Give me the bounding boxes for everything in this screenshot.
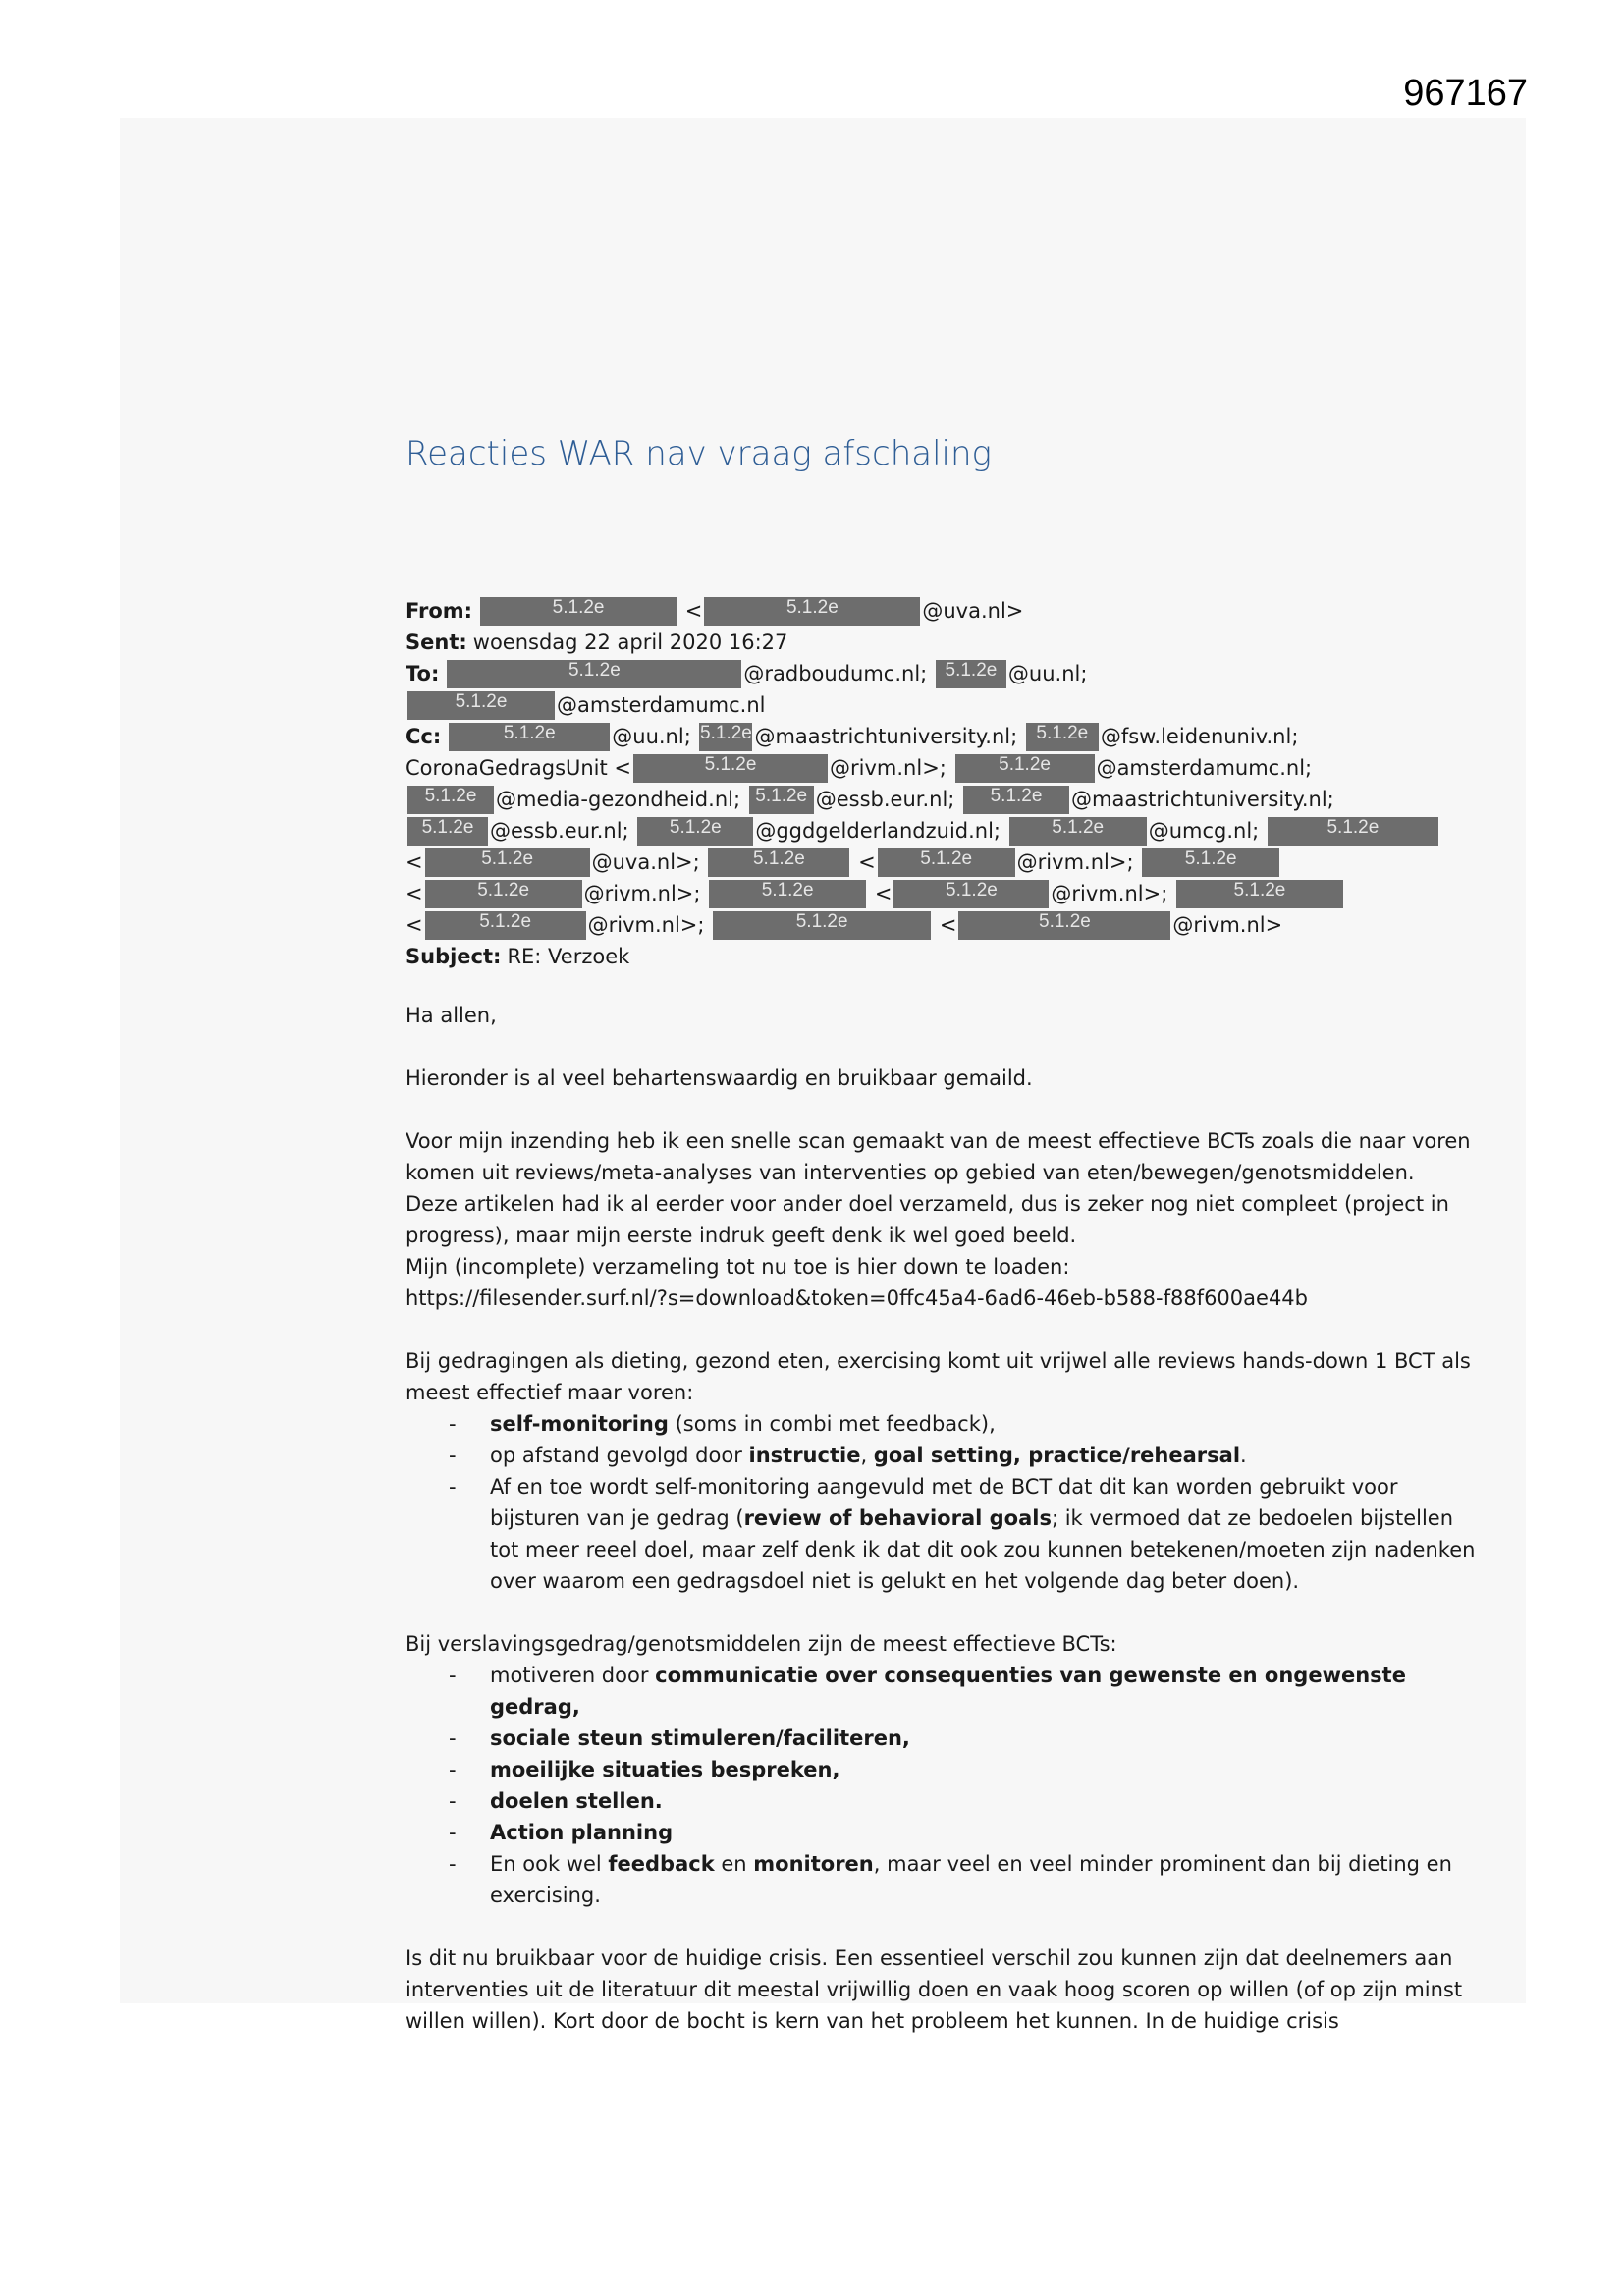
list-item [406,1785,1486,1817]
redaction-box: 5.1.2e [637,817,753,846]
header-line-cc1 [406,721,1486,752]
paragraph-scan: Voor mijn inzending heb ik een snelle scan gemaakt van de meest effectieve BCTs zoals die naar voren komen uit reviews/meta-analyses van interventies op gebied van eten/bewegen/genotsmiddelen. [406,1129,1471,1184]
bold-text: communicatie over consequenties van gewenste en ongewenste gedrag, [490,1664,1406,1719]
list-item [406,1440,1486,1471]
redaction-box: 5.1.2e [480,597,677,626]
header-text: @maastrichtuniversity.nl; [754,725,1024,748]
header-text: woensdag 22 april 2020 16:27 [472,630,788,654]
list-item [406,1848,1486,1911]
greeting: Ha allen, [406,1004,497,1027]
header-text: @fsw.leidenuniv.nl; [1100,725,1299,748]
header-text: @rivm.nl> [1172,913,1283,937]
bold-text: sociale steun stimuleren/faciliteren, [490,1726,910,1750]
bold-text: feedback [608,1852,715,1876]
header-text: < [406,913,423,937]
bold-text: moeilijke situaties bespreken, [490,1758,840,1781]
list-item [406,1471,1486,1597]
bold-text: doelen stellen. [490,1789,663,1813]
redaction-box: 5.1.2e [963,786,1069,814]
list-text: (soms in combi met feedback), [668,1412,996,1436]
header-text: @rivm.nl>; [1016,850,1141,874]
redaction-box: 5.1.2e [893,880,1049,908]
redaction-box: 5.1.2e [955,754,1095,783]
header-text: CoronaGedragsUnit < [406,756,632,780]
bold-text: Action planning [490,1821,674,1844]
header-text: @essb.eur.nl; [490,819,636,843]
paragraph-intro: Hieronder is al veel behartenswaardig en bruikbaar gemaild. [406,1066,1033,1090]
header-text: < [868,882,893,905]
list-text: . [1240,1444,1247,1467]
header-line-cc3 [406,784,1486,815]
header-text: @radboudumc.nl; [743,662,934,685]
header-text: @ggdgelderlandzuid.nl; [755,819,1007,843]
header-text: @uva.nl>; [591,850,707,874]
redaction-box: 5.1.2e [749,786,814,814]
list-text: motiveren door [490,1664,656,1687]
header-line-subject [406,941,1486,972]
header-text: @uu.nl; [1007,662,1088,685]
bold-text: monitoren [753,1852,874,1876]
paragraph-dieting: Bij gedragingen als dieting, gezond eten, exercising komt uit vrijwel alle reviews hands-down 1 BCT als meest effectief maar voren: [406,1349,1471,1404]
redaction-box: 5.1.2e [407,817,488,846]
header-label: Subject: [406,945,502,968]
header-label: Sent: [406,630,467,654]
redaction-box: 5.1.2e [708,848,849,877]
bold-text: self-monitoring [490,1412,669,1436]
header-text: @essb.eur.nl; [815,788,962,811]
list-item [406,1722,1486,1754]
list-item [406,1660,1486,1722]
redaction-box: 5.1.2e [447,660,741,688]
list-text: Af en toe wordt self-monitoring aangevuld met de BCT dat dit kan worden gebruikt voor bijsturen van je gedrag ( [490,1475,1398,1530]
header-text: @rivm.nl>; [1051,882,1174,905]
header-text: < [933,913,957,937]
header-text: @rivm.nl>; [830,756,953,780]
document-title: Reacties WAR nav vraag afschaling [406,434,992,473]
header-text: @amsterdamumc.nl [557,693,766,717]
header-line-cc6 [406,878,1486,909]
redaction-box: 5.1.2e [936,660,1006,688]
header-text: RE: Verzoek [507,945,630,968]
email-header [406,595,1486,972]
header-text: @rivm.nl>; [583,882,708,905]
header-line-to2 [406,689,1486,721]
list-text: , maar veel en veel minder prominent dan bij dieting en exercising. [490,1852,1452,1907]
download-link[interactable]: https://filesender.surf.nl/?s=download&token=0ffc45a4-6ad6-46eb-b588-f88f600ae44b [406,1286,1308,1310]
bold-text: review of behavioral goals [743,1506,1052,1530]
header-text: @media-gezondheid.nl; [496,788,747,811]
list-text: ; ik vermoed dat ze bedoelen bijstellen tot meer reeel doel, maar zelf denk ik dat dit ook zou kunnen betekenen/moeten zijn nadenken over waarom een gedragsdoel niet is gelukt en het volgende dag beter doen). [490,1506,1476,1593]
redaction-box: 5.1.2e [407,691,555,720]
redaction-box: 5.1.2e [425,911,586,940]
redaction-box: 5.1.2e [709,880,866,908]
list-text: En ook wel [490,1852,609,1876]
header-line-sent [406,627,1486,658]
redaction-box: 5.1.2e [425,848,590,877]
header-line-from [406,595,1486,627]
paragraph-articles: Deze artikelen had ik al eerder voor ander doel verzameld, dus is zeker nog niet compleet (project in progress), maar mijn eerste indruk geeft denk ik wel goed beeld. [406,1192,1449,1247]
bold-text: instructie [748,1444,861,1467]
redaction-box: 5.1.2e [699,723,752,751]
email-body [406,1000,1486,2068]
document-page [120,118,1526,2033]
header-line-cc5 [406,847,1486,878]
header-text: @maastrichtuniversity.nl; [1071,788,1334,811]
list-item [406,1817,1486,1848]
header-text: @uva.nl> [922,599,1024,623]
header-label: Cc: [406,725,442,748]
redaction-box: 5.1.2e [958,911,1170,940]
bct-list-addiction [406,1660,1486,1911]
header-label: From: [406,599,473,623]
header-text: @uu.nl; [612,725,698,748]
redaction-box: 5.1.2e [425,880,582,908]
header-line-cc2 [406,752,1486,784]
bold-text: goal setting, practice/rehearsal [873,1444,1241,1467]
bct-list-dieting [406,1408,1486,1597]
redaction-box: 5.1.2e [1026,723,1099,751]
redaction-box: 5.1.2e [449,723,610,751]
redaction-box: 5.1.2e [407,786,494,814]
header-text: @amsterdamumc.nl; [1096,756,1313,780]
header-text: @umcg.nl; [1148,819,1266,843]
paragraph-download: Mijn (incomplete) verzameling tot nu toe is hier down te loaden: [406,1255,1070,1279]
redaction-box: 5.1.2e [633,754,828,783]
redaction-box: 5.1.2e [878,848,1015,877]
paragraph-addiction: Bij verslavingsgedrag/genotsmiddelen zijn de meest effectieve BCTs: [406,1632,1117,1656]
header-text: < [678,599,703,623]
header-line-cc7 [406,909,1486,941]
redaction-box: 5.1.2e [713,911,931,940]
redaction-box: 5.1.2e [1176,880,1343,908]
redaction-box: 5.1.2e [1268,817,1438,846]
list-item [406,1754,1486,1785]
list-text: en [714,1852,754,1876]
paragraph-crisis: Is dit nu bruikbaar voor de huidige crisis. Een essentieel verschil zou kunnen zijn dat deelnemers aan interventies uit de literatuur dit meestal vrijwillig doen en vaak hoog scoren op willen (of op zijn minst willen willen). Kort door de bocht is kern van het probleem het kunnen. In de huidige crisis [406,1946,1463,2033]
header-text: @rivm.nl>; [587,913,712,937]
header-text: < [406,850,423,874]
document-number: 967167 [1403,73,1528,114]
redaction-box: 5.1.2e [1009,817,1147,846]
header-line-to1 [406,658,1486,689]
header-text: < [851,850,876,874]
list-text: op afstand gevolgd door [490,1444,749,1467]
header-text: < [406,882,423,905]
redaction-box: 5.1.2e [1142,848,1279,877]
header-label: To: [406,662,440,685]
list-item [406,1408,1486,1440]
list-text: , [860,1444,874,1467]
redaction-box: 5.1.2e [704,597,920,626]
header-line-cc4 [406,815,1486,847]
